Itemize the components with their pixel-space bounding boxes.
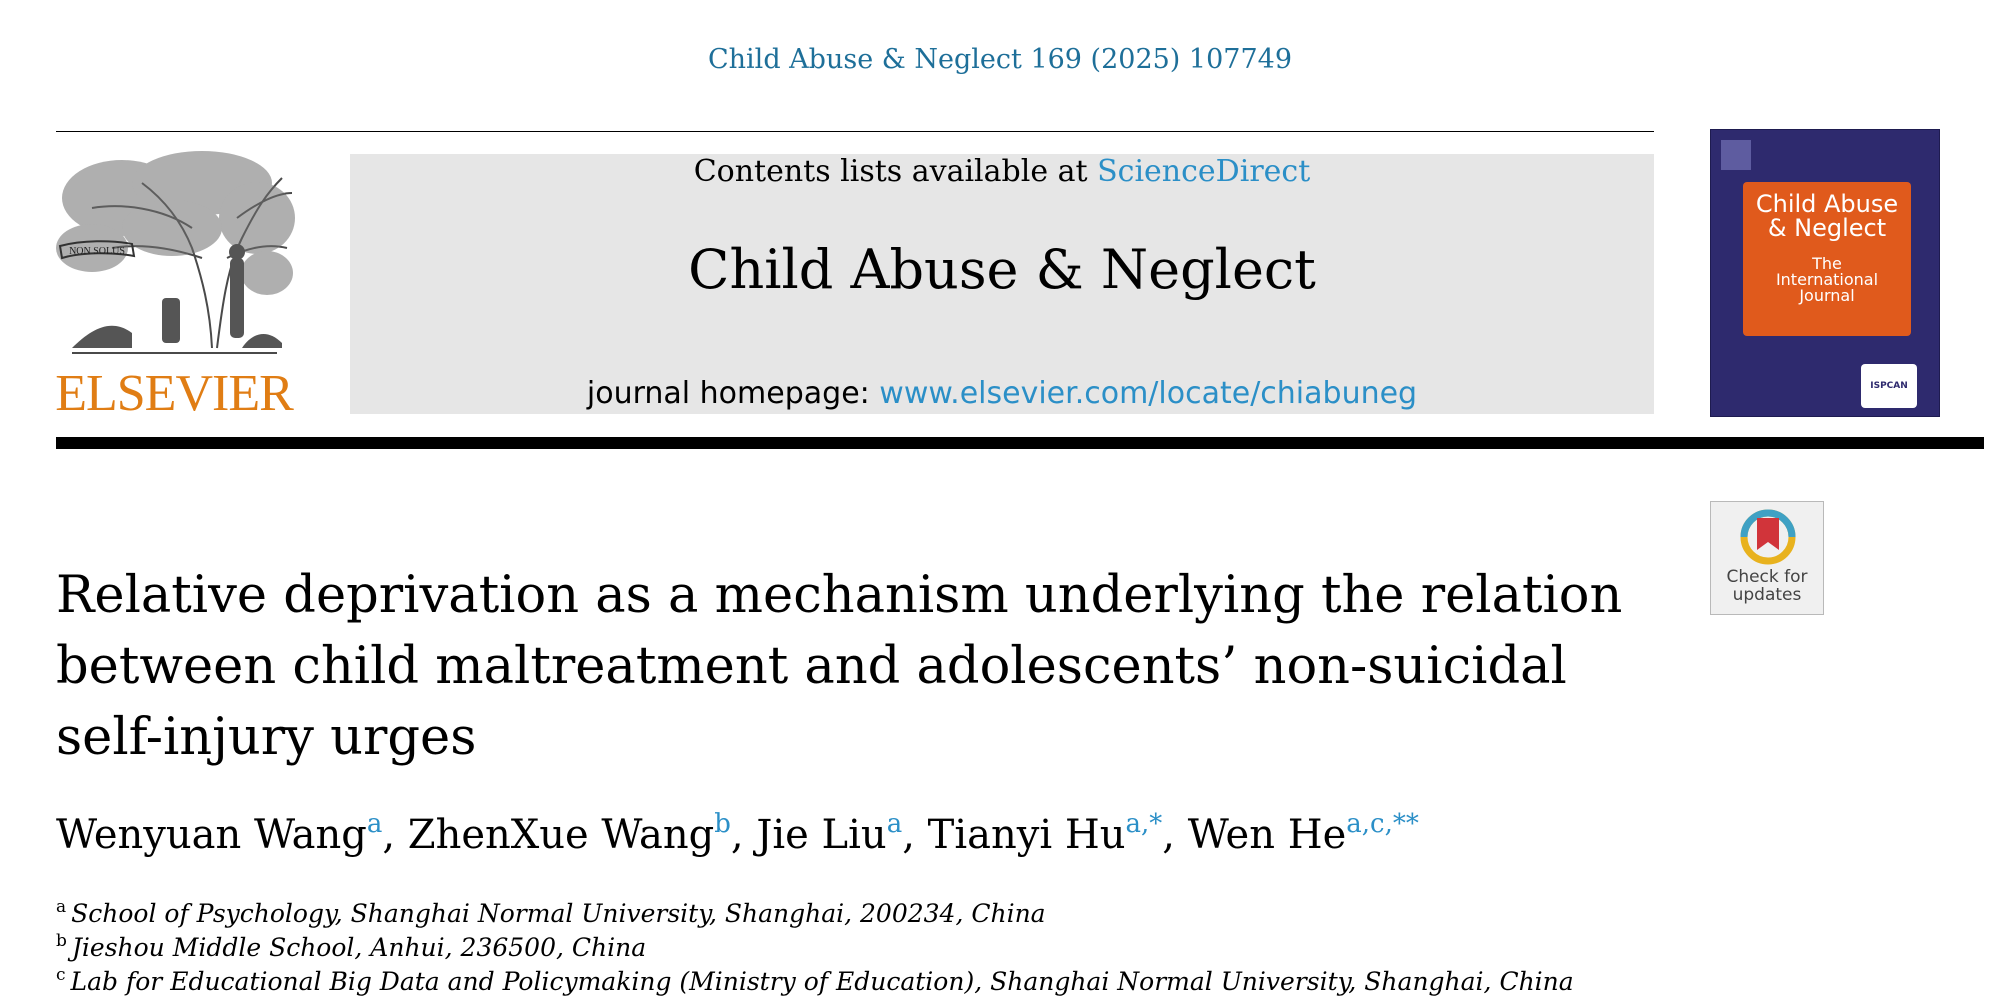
article-title: Relative deprivation as a mechanism underlying the relation between child maltreatment and adolescents’ non-suicidal self-injury urges <box>56 566 1623 767</box>
affiliation-item <box>56 967 1574 996</box>
author-affiliation-marks[interactable]: a,c,** <box>1346 809 1419 839</box>
contents-prefix: Contents lists available at <box>693 154 1098 189</box>
affiliation-key: a <box>56 897 67 917</box>
cover-subtitle-line1: The <box>1812 254 1842 273</box>
cover-title-panel <box>1743 182 1911 336</box>
author-separator: , <box>902 812 928 858</box>
author-name[interactable]: Wen He <box>1187 812 1347 858</box>
author-separator: , <box>730 812 757 858</box>
cover-title-line1: Child Abuse <box>1755 190 1899 218</box>
cover-title <box>1743 192 1911 240</box>
journal-citation[interactable]: Child Abuse & Neglect 169 (2025) 107749 <box>708 44 1292 75</box>
affiliation-text: Lab for Educational Big Data and Policymaking (Ministry of Education), Shanghai Normal University, Shanghai, China <box>70 967 1574 996</box>
sciencedirect-link[interactable]: ScienceDirect <box>1097 154 1311 189</box>
elsevier-tree-icon <box>52 148 296 363</box>
affiliation-key: b <box>56 931 67 951</box>
author-affiliation-marks[interactable]: a <box>366 809 383 839</box>
contents-line <box>350 154 1654 189</box>
author-separator: , <box>1162 812 1188 858</box>
affiliation-text: School of Psychology, Shanghai Normal University, Shanghai, 200234, China <box>71 899 1046 928</box>
check-for-updates-button[interactable] <box>1710 501 1824 615</box>
author-affiliation-marks[interactable]: a,* <box>1125 809 1163 839</box>
homepage-prefix: journal homepage: <box>586 376 880 411</box>
ispcan-badge: ISPCAN <box>1861 364 1917 408</box>
check-label-line1: Check for <box>1726 567 1808 587</box>
journal-name: Child Abuse & Neglect <box>688 238 1316 301</box>
header-rule <box>56 131 1654 132</box>
author-affiliation-marks[interactable]: b <box>714 809 731 839</box>
affiliation-item <box>56 933 646 962</box>
author-name[interactable]: ZhenXue Wang <box>407 812 715 858</box>
author-name[interactable]: Tianyi Hu <box>927 812 1126 858</box>
journal-cover[interactable] <box>1710 129 1940 417</box>
elsevier-wordmark[interactable]: ELSEVIER <box>55 365 293 422</box>
author-name[interactable]: Jie Liu <box>756 812 887 858</box>
cover-subtitle <box>1743 256 1911 304</box>
affiliation-text: Jieshou Middle School, Anhui, 236500, China <box>71 933 647 962</box>
author-list <box>56 809 1419 858</box>
check-label-line2: updates <box>1732 585 1802 605</box>
author-separator: , <box>382 812 408 858</box>
affiliation-key: c <box>56 965 66 985</box>
author-affiliation-marks[interactable]: a <box>886 809 903 839</box>
cover-publisher-icon <box>1721 140 1751 170</box>
homepage-link[interactable]: www.elsevier.com/locate/chiabuneg <box>879 376 1418 411</box>
masthead-rule <box>56 437 1984 449</box>
homepage-line <box>350 376 1654 411</box>
affiliation-item <box>56 899 1046 928</box>
check-for-updates-label <box>1711 568 1823 604</box>
author-name[interactable]: Wenyuan Wang <box>56 812 367 858</box>
cover-subtitle-line2: International <box>1775 270 1879 289</box>
cover-title-line2: & Neglect <box>1767 214 1887 242</box>
bookmark-ring-icon <box>1740 508 1796 566</box>
cover-subtitle-line3: Journal <box>1799 286 1855 305</box>
logo-motto: NON SOLUS <box>69 246 125 257</box>
